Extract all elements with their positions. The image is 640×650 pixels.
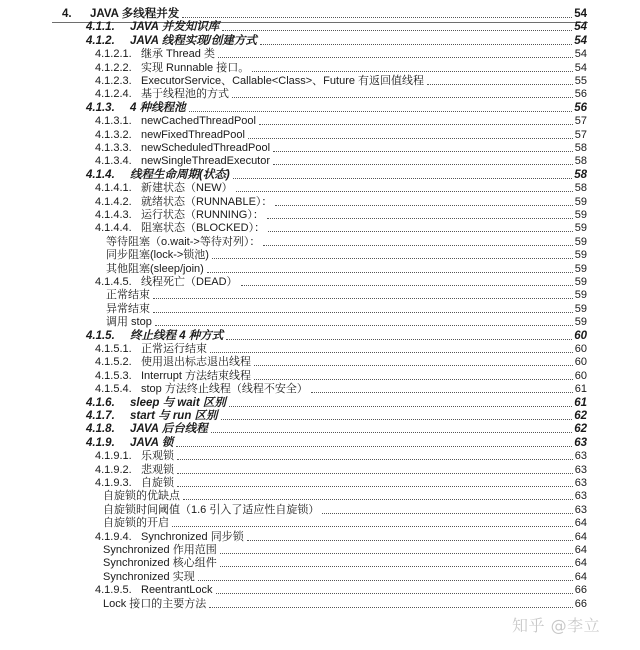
toc-entry-page-number: 58 [574, 155, 587, 168]
toc-entry-title: Interrupt 方法结束线程 [141, 369, 252, 382]
toc-entry-number: 4.1.3.2. [95, 128, 132, 141]
toc-entry-title: sleep 与 wait 区别 [130, 396, 226, 409]
toc-entry-page-number: 66 [574, 597, 587, 610]
toc-entry-title: 线程生命周期(状态) [130, 168, 230, 181]
toc-entry-page-number: 59 [574, 249, 587, 262]
toc-entry-title: 实现 Runnable 接口。 [141, 61, 250, 74]
toc-entry-page-number: 56 [574, 101, 587, 114]
toc-entry-title: 调用 stop [106, 316, 152, 329]
toc-entry-title: Lock 接口的主要方法 [103, 597, 207, 610]
toc-entry-page-number: 59 [574, 209, 587, 221]
toc-entry-number: 4.1.5.1. [95, 343, 132, 355]
toc-entry-page-number: 54 [574, 34, 587, 47]
toc-entry-page-number: 64 [574, 557, 587, 570]
toc-entry-number: 4.1.9.1. [95, 450, 132, 463]
toc-entry-page-number: 60 [574, 343, 587, 355]
toc-entry-title: 乐观锁 [141, 450, 174, 463]
toc-entry-page-number: 58 [574, 182, 587, 195]
toc-entry-number: 4.1.2.1. [95, 48, 132, 61]
toc-entry-title: 正常结束 [106, 289, 150, 302]
toc-entry-title: 运行状态（RUNNING）： [141, 209, 264, 221]
toc-entry-number: 4.1.9.2. [95, 463, 132, 476]
toc-entry-title: ReentrantLock [141, 584, 213, 597]
toc-entry-number: 4.1.4.4. [95, 222, 132, 235]
toc-entry-number: 4.1.7. [86, 410, 115, 422]
toc-entry-page-number: 60 [574, 369, 587, 382]
toc-entry-number: 4.1.4.3. [95, 209, 132, 221]
toc-entry-number: 4. [62, 8, 72, 20]
toc-entry-title: newScheduledThreadPool [141, 142, 271, 154]
toc-entry-title: newSingleThreadExecutor [141, 155, 271, 168]
toc-entry-number: 4.1.5.4. [95, 383, 132, 396]
toc-entry-page-number: 62 [574, 410, 587, 422]
toc-entry-page-number: 55 [574, 75, 587, 87]
toc-entry-title: newCachedThreadPool [141, 115, 256, 128]
toc-entry-title: 悲观锁 [141, 463, 174, 476]
toc-entry-title: 使用退出标志退出线程 [141, 356, 251, 369]
toc-entry-page-number: 63 [574, 450, 587, 463]
toc-entry-title: JAVA 锁 [130, 436, 174, 449]
toc-entry-title: 线程死亡（DEAD） [141, 276, 238, 288]
toc-entry-page-number: 64 [574, 530, 587, 543]
toc-entry-page-number: 54 [574, 48, 587, 61]
toc-entry-page-number: 60 [574, 356, 587, 369]
toc-entry-number: 4.1.5.3. [95, 369, 132, 382]
toc-entry-title: 继承 Thread 类 [141, 48, 215, 61]
toc-entry-title: 基于线程池的方式 [141, 88, 229, 101]
toc-entry-number: 4.1.9.3. [95, 477, 132, 489]
toc-entry-title: JAVA 并发知识库 [130, 21, 220, 34]
toc-entry-title: 4 种线程池 [130, 101, 186, 114]
toc-entry-title: Synchronized 实现 [103, 570, 195, 583]
toc-entry-title: 阻塞状态（BLOCKED）： [141, 222, 266, 235]
toc-entry-title: JAVA 后台线程 [130, 423, 208, 436]
toc-entry-title: 异常结束 [106, 302, 150, 315]
toc-entry-title: Synchronized 同步锁 [141, 530, 244, 543]
toc-entry-number: 4.1.4. [86, 168, 115, 181]
toc-entry-title: 正常运行结束 [141, 343, 207, 355]
toc-entry-number: 4.1.5.2. [95, 356, 132, 369]
toc-entry-page-number: 54 [574, 8, 587, 20]
toc-entry-number: 4.1.5. [86, 329, 115, 342]
toc-entry-title: 等待阻塞（o.wait->等待对列）： [106, 235, 261, 248]
toc-entry-page-number: 59 [574, 276, 587, 288]
toc-entry-number: 4.1.9.4. [95, 530, 132, 543]
toc-entry-number: 4.1.3.4. [95, 155, 132, 168]
toc-entry-page-number: 61 [574, 396, 587, 409]
toc-entry-number: 4.1.4.5. [95, 276, 132, 288]
toc-entry-number: 4.1.2.2. [95, 61, 132, 74]
dot-leader [209, 607, 572, 608]
toc-entry-page-number: 63 [574, 463, 587, 476]
toc-entry-number: 4.1.3. [86, 101, 115, 114]
toc-entry-page-number: 59 [574, 222, 587, 235]
toc-entry-page-number: 62 [574, 423, 587, 436]
toc-entry-number: 4.1.3.3. [95, 142, 132, 154]
toc-entry-title: 自旋锁 [141, 477, 174, 489]
toc-entry-page-number: 57 [574, 128, 587, 141]
toc-entry-number: 4.1.4.2. [95, 195, 132, 208]
toc-entry-page-number: 58 [574, 142, 587, 154]
toc-entry[interactable] [0, 595, 640, 611]
toc-entry-title: 其他阻塞(sleep/join) [106, 262, 204, 275]
toc-entry-page-number: 64 [574, 570, 587, 583]
toc-entry-number: 4.1.9.5. [95, 584, 132, 597]
toc-entry-page-number: 60 [574, 329, 587, 342]
toc-entry-title: 自旋锁的开启 [103, 517, 169, 530]
toc-entry-title: 就绪状态（RUNNABLE）： [141, 195, 273, 208]
toc-entry-page-number: 64 [574, 517, 587, 530]
toc-entry-number: 4.1.2.4. [95, 88, 132, 101]
toc-entry-title: 新建状态（NEW） [141, 182, 233, 195]
toc-entry-page-number: 54 [574, 21, 587, 34]
toc-entry-page-number: 59 [574, 195, 587, 208]
toc-entry-title: 终止线程 4 种方式 [130, 329, 224, 342]
toc-entry-title: 自旋锁时间阈值（1.6 引入了适应性自旋锁） [103, 503, 320, 516]
toc-entry-title: stop 方法终止线程（线程不安全） [141, 383, 308, 396]
toc-entry-number: 4.1.8. [86, 423, 115, 436]
toc-entry-title: 同步阻塞(lock->锁池) [106, 249, 209, 262]
toc-entry-page-number: 59 [574, 235, 587, 248]
toc-entry-page-number: 63 [574, 477, 587, 489]
toc-entry-number: 4.1.3.1. [95, 115, 132, 128]
toc-entry-page-number: 66 [574, 584, 587, 597]
toc-entry-page-number: 63 [574, 490, 587, 503]
toc-entry-page-number: 59 [574, 289, 587, 302]
toc-entry-page-number: 61 [574, 383, 587, 396]
toc-entry-page-number: 59 [574, 302, 587, 315]
toc-entry-page-number: 59 [574, 316, 587, 329]
toc-entry-number: 4.1.9. [86, 436, 115, 449]
toc-entry-page-number: 64 [574, 544, 587, 556]
toc-entry-number: 4.1.2. [86, 34, 115, 47]
toc-entry-page-number: 54 [574, 61, 587, 74]
toc-entry-title: Synchronized 作用范围 [103, 544, 217, 556]
toc-entry-number: 4.1.2.3. [95, 75, 132, 87]
toc-entry-title: start 与 run 区别 [130, 410, 218, 422]
toc-entry-title: JAVA 多线程并发 [90, 8, 180, 20]
toc-entry-page-number: 58 [574, 168, 587, 181]
toc-entry-number: 4.1.1. [86, 21, 115, 34]
toc-entry-page-number: 56 [574, 88, 587, 101]
toc-entry-title: newFixedThreadPool [141, 128, 245, 141]
toc-entry-page-number: 63 [574, 503, 587, 516]
toc-entry-page-number: 59 [574, 262, 587, 275]
toc-entry-number: 4.1.4.1. [95, 182, 132, 195]
toc-entry-title: JAVA 线程实现/创建方式 [130, 34, 257, 47]
toc-entry-page-number: 57 [574, 115, 587, 128]
toc-entry-number: 4.1.6. [86, 396, 115, 409]
toc-entry-page-number: 63 [574, 436, 587, 449]
toc-entry-title: Synchronized 核心组件 [103, 557, 217, 570]
watermark-text: 知乎 @李立 [512, 616, 601, 635]
toc-entry-title: ExecutorService、Callable<Class>、Future 有返回值线程 [141, 75, 425, 87]
toc-entry-title: 自旋锁的优缺点 [103, 490, 180, 503]
